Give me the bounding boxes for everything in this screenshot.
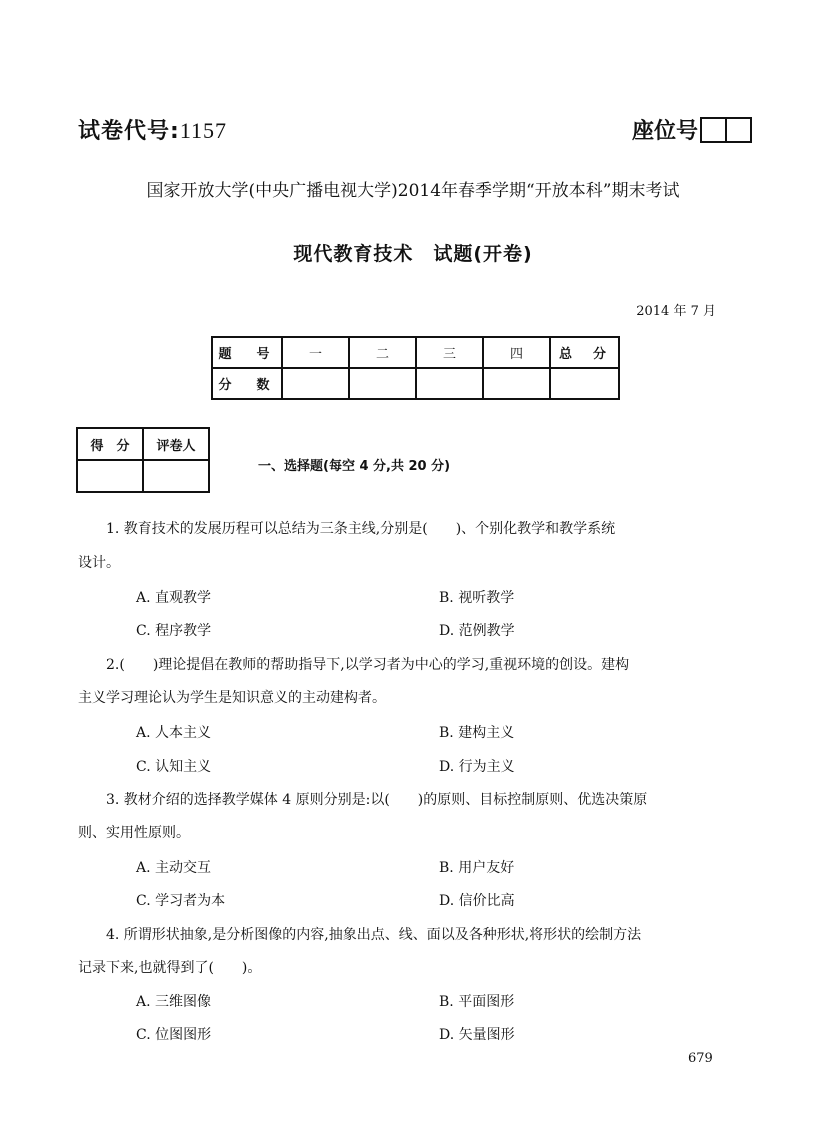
question-2-option-c: C. 认知主义 xyxy=(136,759,212,775)
seat-box xyxy=(702,119,725,141)
question-1-option-d: D. 范例教学 xyxy=(439,623,515,639)
question-2-option-a: A. 人本主义 xyxy=(136,725,212,741)
score-cell xyxy=(282,368,349,399)
page-number: 679 xyxy=(688,1051,713,1066)
score-cell xyxy=(416,368,483,399)
score-table-cell: 一 xyxy=(282,337,349,368)
score-table-cell: 二 xyxy=(349,337,416,368)
seat-boxes xyxy=(700,117,752,143)
exam-title: 国家开放大学(中央广播电视大学)2014年春季学期“开放本科”期末考试 xyxy=(146,181,680,201)
score-table-cell: 四 xyxy=(483,337,550,368)
question-3-option-d: D. 信价比高 xyxy=(439,893,515,909)
section-title: 一、选择题(每空 4 分,共 20 分) xyxy=(258,459,451,474)
question-4-line-1: 4. 所谓形状抽象,是分析图像的内容,抽象出点、线、面以及各种形状,将形状的绘制方法 xyxy=(106,927,642,943)
score-table xyxy=(211,336,620,400)
score-row-label: 分 数 xyxy=(212,368,282,399)
paper-code xyxy=(78,114,227,145)
score-table-cell: 总 分 xyxy=(550,337,619,368)
grader-score-cell xyxy=(77,460,143,492)
course-title: 现代教育技术 试题(开卷) xyxy=(293,243,533,265)
question-4-option-b: B. 平面图形 xyxy=(439,994,515,1010)
score-cell xyxy=(349,368,416,399)
grader-name-label: 评卷人 xyxy=(143,428,209,460)
seat-box xyxy=(725,119,750,141)
score-cell xyxy=(483,368,550,399)
question-3-option-b: B. 用户友好 xyxy=(439,860,515,876)
paper-code-value: 1157 xyxy=(179,118,227,143)
question-2-option-b: B. 建构主义 xyxy=(439,725,515,741)
question-3-line-2: 则、实用性原则。 xyxy=(78,825,190,841)
score-table-score-row xyxy=(212,368,619,399)
grader-table xyxy=(76,427,210,493)
question-3-line-1: 3. 教材介绍的选择教学媒体 4 原则分别是:以( )的原则、目标控制原则、优选决策原 xyxy=(106,792,648,808)
question-1-line-2: 设计。 xyxy=(78,555,120,571)
score-cell xyxy=(550,368,619,399)
question-1-option-a: A. 直观教学 xyxy=(136,590,212,606)
question-2-option-d: D. 行为主义 xyxy=(439,759,515,775)
question-4-line-2: 记录下来,也就得到了( )。 xyxy=(78,960,262,976)
question-4-option-a: A. 三维图像 xyxy=(136,994,212,1010)
paper-code-label: 试卷代号: xyxy=(78,119,180,144)
question-1-line-1: 1. 教育技术的发展历程可以总结为三条主线,分别是( )、个别化教学和教学系统 xyxy=(106,521,616,537)
score-table-cell: 题 号 xyxy=(212,337,282,368)
seat-label: 座位号 xyxy=(631,119,698,144)
grader-name-cell xyxy=(143,460,209,492)
seat-number xyxy=(632,114,752,145)
question-1-option-c: C. 程序教学 xyxy=(136,623,212,639)
question-4-option-d: D. 矢量图形 xyxy=(439,1027,515,1043)
score-table-cell: 三 xyxy=(416,337,483,368)
exam-date: 2014 年 7 月 xyxy=(636,304,716,319)
question-2-line-2: 主义学习理论认为学生是知识意义的主动建构者。 xyxy=(78,690,386,706)
question-3-option-a: A. 主动交互 xyxy=(136,860,212,876)
question-4-option-c: C. 位图图形 xyxy=(136,1027,212,1043)
grader-score-label: 得 分 xyxy=(77,428,143,460)
question-3-option-c: C. 学习者为本 xyxy=(136,893,226,909)
question-2-line-1: 2.( )理论提倡在教师的帮助指导下,以学习者为中心的学习,重视环境的创设。建构 xyxy=(106,657,630,673)
question-1-option-b: B. 视听教学 xyxy=(439,590,515,606)
score-table-header-row xyxy=(212,337,619,368)
